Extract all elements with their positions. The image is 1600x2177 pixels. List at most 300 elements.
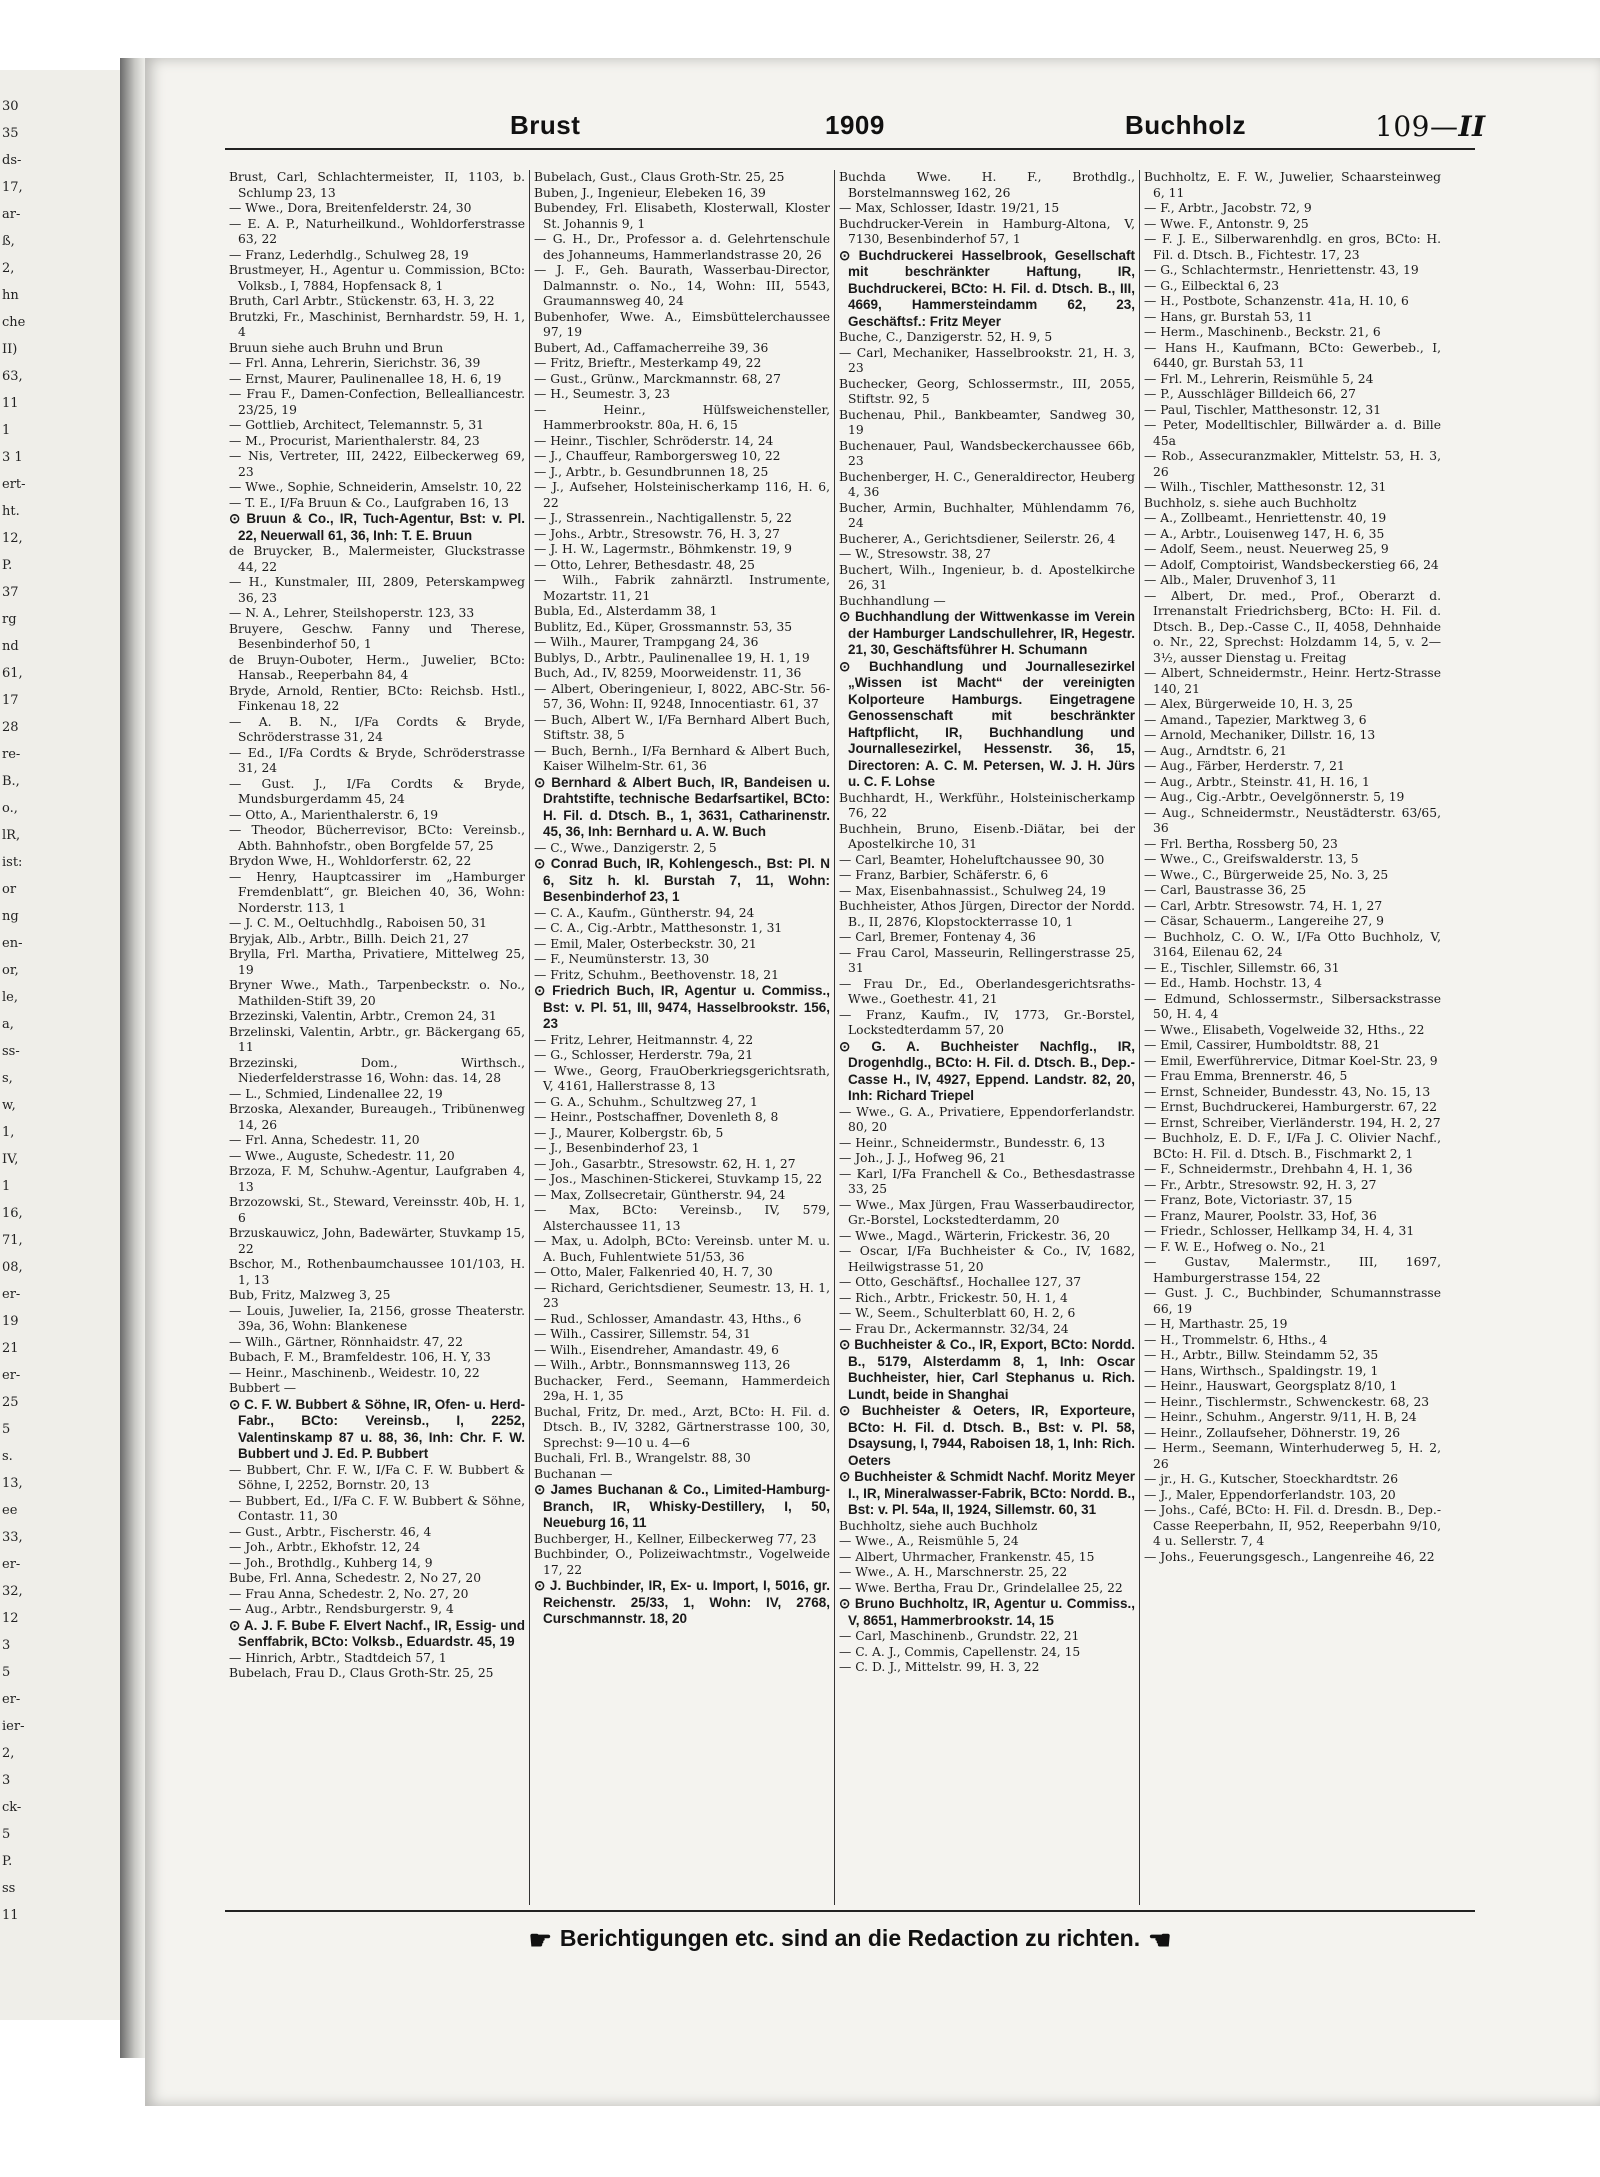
previous-page-fragment: 17: [2, 693, 19, 708]
directory-entry: — C. A., Kaufm., Güntherstr. 94, 24: [534, 905, 755, 920]
directory-entry: — Otto, Maler, Falkenried 40, H. 7, 30: [534, 1265, 773, 1279]
directory-entry: — Joh., Arbtr., Ekhofstr. 12, 24: [229, 1540, 421, 1554]
directory-entry: Buchberger, H., Kellner, Eilbeckerweg 77, 23: [534, 1531, 817, 1546]
directory-entry: — F., Schneidermstr., Drehbahn 4, H. 1, 36: [1144, 1162, 1413, 1176]
directory-entry: — J., Besenbinderhof 23, 1: [534, 1141, 700, 1155]
directory-entry: — Ernst, Schneider, Bundesstr. 43, No. 15, 13: [1144, 1084, 1431, 1099]
directory-entry: Bubla, Ed., Alsterdamm 38, 1: [534, 604, 718, 618]
directory-entry: Brzezinski, Dom., Wirthsch., Niederfelderstrasse 16, Wohn: das. 14, 28: [229, 1055, 525, 1085]
previous-page-fragment: ert-: [2, 477, 26, 492]
book-gutter: [120, 58, 145, 2058]
directory-entry: — Bubbert, Ed., I/Fa C. F. W. Bubbert & Söhne, Contastr. 11, 30: [229, 1493, 525, 1523]
directory-entry: — Rob., Assecuranzmakler, Mittelstr. 53, H. 3, 26: [1144, 449, 1441, 479]
previous-page-fragment: 3: [2, 1638, 11, 1653]
previous-page-fragment: ds-: [2, 153, 22, 168]
directory-entry: — J., Strassenrein., Nachtigallenstr. 5, 22: [534, 511, 792, 525]
directory-entry: — Adolf, Seem., neust. Neuerweg 25, 9: [1144, 542, 1389, 556]
directory-entry: — Oscar, I/Fa Buchheister & Co., IV, 1682, Heilwigstrasse 51, 20: [839, 1244, 1135, 1274]
directory-entry: — H., Kunstmaler, III, 2809, Peterskampweg 36, 23: [229, 575, 525, 605]
directory-entry: — J., Aufseher, Holsteinischerkamp 116, H. 6, 22: [534, 480, 830, 510]
directory-entry: — Gust., Grünw., Marckmannstr. 68, 27: [534, 371, 781, 386]
directory-entry: Buchal, Fritz, Dr. med., Arzt, BCto: H. Fil. d. Dtsch. B., IV, 3282, Gärtnerstrasse 100, 30, Sprechst: 9—10 u. 4—6: [534, 1404, 830, 1450]
directory-entry: — Richard, Gerichtsdiener, Seumestr. 13, H. 1, 23: [534, 1280, 830, 1310]
directory-entry: Brust, Carl, Schlachtermeister, II, 1103, b. Schlump 23, 13: [229, 170, 525, 200]
firm-entry: ⊙ Bruun & Co., IR, Tuch-Agentur, Bst: v. Pl. 22, Neuerwall 61, 36, Inh: T. E. Bruun: [229, 511, 525, 543]
directory-entry: — J., Arbtr., b. Gesundbrunnen 18, 25: [534, 464, 769, 479]
previous-page-edge: [0, 70, 123, 2020]
directory-entry: Bryjak, Alb., Arbtr., Billh. Deich 21, 27: [229, 931, 469, 946]
directory-entry: — Wilh., Fabrik zahnärztl. Instrumente, Mozartstr. 11, 21: [534, 573, 830, 603]
directory-entry: — A. B. N., I/Fa Cordts & Bryde, Schröderstrasse 31, 24: [229, 714, 525, 744]
directory-entry: — Frl. Anna, Schedestr. 11, 20: [229, 1133, 420, 1147]
firm-entry: ⊙ Buchheister & Schmidt Nachf. Moritz Meyer I., IR, Mineralwasser-Fabrik, BCto: Nordd. B., Bst: v. Pl. 54a, II, 1924, Sillemstr. 60, 31: [839, 1469, 1135, 1517]
previous-page-fragment: ng: [2, 909, 19, 924]
directory-entry: — Wwe., A., Reismühle 5, 24: [839, 1534, 1019, 1548]
directory-entry: — Jos., Maschinen-Stickerei, Stuvkamp 15, 22: [534, 1172, 823, 1186]
directory-entry: — Carl, Mechaniker, Hasselbrookstr. 21, H. 3, 23: [839, 345, 1135, 375]
directory-entry: — Heinr., Tischlermstr., Schwenckestr. 68, 23: [1144, 1394, 1430, 1409]
directory-entry: — Emil, Cassirer, Humboldtstr. 88, 21: [1144, 1038, 1381, 1052]
previous-page-fragment: 08,: [2, 1260, 23, 1275]
directory-entry: — Gottlieb, Architect, Telemannstr. 5, 31: [229, 418, 484, 432]
directory-entry: — Wwe., C., Greifswalderstr. 13, 5: [1144, 852, 1359, 866]
previous-page-fragment: 35: [2, 126, 19, 141]
directory-entry: — Max, Eisenbahnassist., Schulweg 24, 19: [839, 883, 1106, 898]
directory-entry: — Wwe., Max Jürgen, Frau Wasserbaudirector, Gr.-Borstel, Lockstedterdamm, 20: [839, 1197, 1135, 1227]
directory-entry: — Peter, Modelltischler, Billwärder a. d. Bille 45a: [1144, 418, 1441, 448]
previous-page-fragment: 61,: [2, 666, 23, 681]
directory-entry: Bubelach, Frau D., Claus Groth-Str. 25, 25: [229, 1666, 494, 1680]
firm-entry: ⊙ Bruno Buchholtz, IR, Agentur u. Commiss., V, 8651, Hammerbrookstr. 14, 15: [839, 1596, 1135, 1628]
directory-entry: — Arnold, Mechaniker, Dillstr. 16, 13: [1144, 728, 1376, 742]
directory-entry: — Max, Schlosser, Idastr. 19/21, 15: [839, 201, 1060, 215]
previous-page-fragment: 3 1: [2, 450, 23, 465]
directory-entry: Brustmeyer, H., Agentur u. Commission, BCto: Volksb., I, 7884, Hopfensack 8, 1: [229, 263, 525, 293]
directory-columns: [225, 170, 1475, 1905]
directory-entry: — Nis, Vertreter, III, 2422, Eilbeckerweg 69, 23: [229, 449, 525, 479]
directory-entry: — Franz, Lederhdlg., Schulweg 28, 19: [229, 247, 469, 262]
header-year: 1909: [825, 110, 885, 140]
directory-entry: — Karl, I/Fa Franchell & Co., Bethesdastrasse 33, 25: [839, 1166, 1135, 1196]
directory-entry: — Herm., Seemann, Winterhuderweg 5, H. 2, 26: [1144, 1441, 1441, 1471]
previous-page-fragment: 19: [2, 1314, 19, 1329]
directory-entry: — T. E., I/Fa Bruun & Co., Laufgraben 16, 13: [229, 495, 509, 510]
directory-entry: Bubendey, Frl. Elisabeth, Klosterwall, Kloster St. Johannis 9, 1: [534, 201, 830, 231]
previous-page-fragment: P.: [2, 558, 13, 573]
directory-entry: Buchanan —: [534, 1466, 613, 1481]
directory-entry: — Gust., Arbtr., Fischerstr. 46, 4: [229, 1524, 432, 1539]
directory-entry: — jr., H. G., Kutscher, Stoeckhardtstr. 26: [1144, 1472, 1399, 1486]
directory-entry: — Wilh., Maurer, Trampgang 24, 36: [534, 635, 759, 649]
directory-entry: — Buchholz, E. D. F., I/Fa J. C. Olivier Nachf., BCto: H. Fil. d. Dtsch. B., Fischmarkt 2, 1: [1144, 1131, 1441, 1161]
directory-entry: — Wilh., Tischler, Matthesonstr. 12, 31: [1144, 480, 1387, 494]
directory-entry: — Theodor, Bücherrevisor, BCto: Vereinsb., Abth. Bahnhofstr., oben Borgfelde 57, 25: [229, 823, 525, 853]
directory-entry: — Wwe., Dora, Breitenfelderstr. 24, 30: [229, 201, 472, 215]
previous-page-fragment: 25: [2, 1395, 19, 1410]
directory-entry: — Wwe. F., Antonstr. 9, 25: [1144, 216, 1309, 231]
directory-entry: — Buchholz, C. O. W., I/Fa Otto Buchholz, V, 3164, Eilenau 62, 24: [1144, 929, 1441, 959]
previous-page-fragment: s.: [2, 1449, 13, 1464]
previous-page-fragment: er-: [2, 1368, 21, 1383]
directory-entry: — G. H., Dr., Professor a. d. Gelehrtenschule des Johanneums, Hammerlandstrasse 20, 26: [534, 232, 830, 262]
previous-page-fragment: ss-: [2, 1044, 20, 1059]
previous-page-fragment: or,: [2, 963, 19, 978]
directory-entry: — F. J. E., Silberwarenhdlg. en gros, BCto: H. Fil. d. Dtsch. B., Fichtestr. 17, 23: [1144, 232, 1441, 262]
directory-entry: — Franz, Barbier, Schäferstr. 6, 6: [839, 868, 1049, 882]
directory-entry: — Albert, Oberingenieur, I, 8022, ABC-Str. 56-57, 36, Wohn: II, 9248, Innocentiastr. 61, 37: [534, 681, 830, 711]
directory-entry: — Edmund, Schlossermstr., Silbersackstrasse 50, H. 4, 4: [1144, 991, 1441, 1021]
previous-page-fragment: 30: [2, 99, 19, 114]
directory-entry: Buchali, Frl. B., Wrangelstr. 88, 30: [534, 1451, 751, 1465]
previous-page-fragment: er-: [2, 1557, 21, 1572]
directory-entry: — Ed., Hamb. Hochstr. 13, 4: [1144, 976, 1323, 990]
directory-entry: — F., Arbtr., Jacobstr. 72, 9: [1144, 201, 1312, 215]
directory-entry: — H., Seumestr. 3, 23: [534, 387, 671, 401]
previous-page-fragment: ist:: [2, 855, 23, 870]
firm-entry: ⊙ Buchheister & Co., IR, Export, BCto: Nordd. B., 5179, Alsterdamm 8, 1, Inh: Oscar Buchheister, hier, Carl Stephanus u. Rich. Lundt, beide in Shanghai: [839, 1337, 1135, 1402]
directory-entry: de Bruycker, B., Malermeister, Gluckstrasse 44, 22: [229, 544, 525, 574]
directory-entry: — Albert, Uhrmacher, Frankenstr. 45, 15: [839, 1549, 1095, 1564]
directory-entry: — L., Schmied, Lindenallee 22, 19: [229, 1086, 443, 1101]
directory-entry: — Gustav, Malermstr., III, 1697, Hamburgerstrasse 154, 22: [1144, 1255, 1441, 1285]
directory-entry: Buchbinder, O., Polizeiwachtmstr., Vogelweide 17, 22: [534, 1547, 830, 1577]
previous-page-fragment: II): [2, 342, 18, 357]
directory-entry: — Heinr., Schneidermstr., Bundesstr. 6, 13: [839, 1135, 1106, 1150]
directory-entry: — Heinr., Hauswart, Georgsplatz 8/10, 1: [1144, 1379, 1398, 1393]
directory-entry: — Carl, Baustrasse 36, 25: [1144, 883, 1307, 897]
directory-entry: — Hinrich, Arbtr., Stadtdeich 57, 1: [229, 1650, 447, 1665]
previous-page-fragment: 1: [2, 423, 11, 438]
directory-entry: — Carl, Arbtr. Stresowstr. 74, H. 1, 27: [1144, 898, 1383, 913]
directory-entry: Brzoza, F. M, Schuhw.-Agentur, Laufgraben 4, 13: [229, 1164, 525, 1194]
directory-entry: — F., Neumünsterstr. 13, 30: [534, 952, 710, 966]
directory-entry: — Frl. M., Lehrerin, Reismühle 5, 24: [1144, 371, 1374, 386]
pointing-hand-right-icon: ☚: [1148, 1925, 1172, 1955]
directory-entry: Bublitz, Ed., Küper, Grossmannstr. 53, 35: [534, 619, 793, 634]
directory-entry: — G., Schlosser, Herderstr. 79a, 21: [534, 1048, 754, 1062]
directory-entry: Bruun siehe auch Bruhn und Brun: [229, 340, 444, 355]
directory-entry: — Henry, Hauptcassirer im „Hamburger Fremdenblatt“, gr. Bleichen 40, 36, Wohn: Norderstr. 113, 1: [229, 869, 525, 915]
directory-entry: — Otto, A., Marienthalerstr. 6, 19: [229, 807, 439, 822]
directory-entry: — E., Tischler, Sillemstr. 66, 31: [1144, 960, 1340, 975]
directory-entry: Buchhardt, H., Werkführ., Holsteinischerkamp 76, 22: [839, 790, 1135, 820]
previous-page-fragment: ss: [2, 1881, 16, 1896]
directory-entry: — Fritz, Brieftr., Mesterkamp 49, 22: [534, 356, 762, 370]
previous-page-fragment: er-: [2, 1287, 21, 1302]
previous-page-fragment: lR,: [2, 828, 21, 843]
directory-entry: — Hans H., Kaufmann, BCto: Gewerbeb., I, 6440, gr. Burstah 53, 11: [1144, 340, 1441, 370]
previous-page-fragment: ck-: [2, 1800, 22, 1815]
previous-page-fragment: IV,: [2, 1152, 19, 1167]
firm-entry: ⊙ Friedrich Buch, IR, Agentur u. Commiss., Bst: v. Pl. 51, III, 9474, Hasselbrookstr. 156, 23: [534, 983, 830, 1031]
directory-entry: Bucherer, A., Gerichtsdiener, Seilerstr. 26, 4: [839, 531, 1116, 546]
directory-entry: — Johs., Café, BCto: H. Fil. d. Dresdn. B., Dep.-Casse Reeperbahn, II, 952, Reeperbahn 9/10, 4 u. Sellerstr. 7, 4: [1144, 1503, 1441, 1548]
directory-entry: — Ed., I/Fa Cordts & Bryde, Schröderstrasse 31, 24: [229, 745, 525, 775]
page-footer: [225, 1925, 1475, 1961]
directory-entry: — C., Wwe., Danzigerstr. 2, 5: [534, 840, 717, 855]
directory-entry: Buchecker, Georg, Schlossermstr., III, 2055, Stiftstr. 92, 5: [839, 376, 1135, 406]
previous-page-fragment: 2,: [2, 1746, 15, 1761]
directory-entry: — Ernst, Schreiber, Vierländerstr. 194, H. 2, 27: [1144, 1115, 1441, 1130]
directory-entry: — Wilh., Eisendreher, Amandastr. 49, 6: [534, 1342, 780, 1357]
directory-entry: — F. W. E., Hofweg o. No., 21: [1144, 1239, 1327, 1254]
directory-entry: — Otto, Geschäftsf., Hochallee 127, 37: [839, 1275, 1082, 1289]
directory-entry: — Aug., Färber, Herderstr. 7, 21: [1144, 759, 1345, 773]
directory-entry: — J., Chauffeur, Ramborgersweg 10, 22: [534, 449, 781, 463]
directory-entry: — Gust. J., I/Fa Cordts & Bryde, Mundsburgerdamm 45, 24: [229, 776, 525, 806]
directory-entry: — Aug., Cig.-Arbtr., Oevelgönnerstr. 5, 19: [1144, 790, 1405, 804]
directory-entry: Bruth, Carl Arbtr., Stückenstr. 63, H. 3, 22: [229, 294, 495, 308]
previous-page-fragment: le,: [2, 990, 18, 1005]
previous-page-fragment: 5: [2, 1422, 11, 1437]
directory-entry: — Ernst, Maurer, Paulinenallee 18, H. 6, 19: [229, 371, 502, 386]
directory-entry: Buch, Ad., IV, 8259, Moorweidenstr. 11, 36: [534, 666, 802, 680]
previous-page-fragment: ht.: [2, 504, 20, 519]
directory-entry: — Heinr., Postschaffner, Dovenleth 8, 8: [534, 1110, 779, 1124]
previous-page-fragment: 33,: [2, 1530, 23, 1545]
previous-page-fragment: ier-: [2, 1719, 25, 1734]
directory-entry: — Frau Dr., Ed., Oberlandesgerichtsraths-Wwe., Goethestr. 41, 21: [839, 976, 1135, 1006]
directory-entry: — Heinr., Tischler, Schröderstr. 14, 24: [534, 433, 774, 448]
previous-page-fragment: re-: [2, 747, 21, 762]
directory-entry: Buchholz, s. siehe auch Buchholtz: [1144, 495, 1357, 510]
directory-entry: Buchdrucker-Verein in Hamburg-Altona, V, 7130, Besenbinderhof 57, 1: [839, 216, 1135, 246]
firm-entry: ⊙ Conrad Buch, IR, Kohlengesch., Bst: Pl. N 6, Sitz h. kl. Burstah 7, 11, Wohn: Besenbinderhof 23, 1: [534, 856, 830, 904]
directory-entry: Bucher, Armin, Buchhalter, Mühlendamm 76, 24: [839, 500, 1135, 530]
previous-page-fragment: 1,: [2, 1125, 15, 1140]
directory-entry: Brutzki, Fr., Maschinist, Bernhardstr. 59, H. 1, 4: [229, 309, 525, 339]
directory-entry: — Herm., Maschinenb., Beckstr. 21, 6: [1144, 325, 1381, 339]
directory-entry: — Wilh., Cassirer, Sillemstr. 54, 31: [534, 1327, 751, 1341]
directory-entry: — Frau F., Damen-Confection, Bellealliancestr. 23/25, 19: [229, 387, 525, 417]
directory-entry: — Fritz, Schuhm., Beethovenstr. 18, 21: [534, 967, 779, 982]
directory-entry: de Bruyn-Ouboter, Herm., Juwelier, BCto: Hansab., Reeperbahn 84, 4: [229, 652, 525, 682]
directory-entry: — P., Ausschläger Billdeich 66, 27: [1144, 387, 1356, 401]
directory-entry: — Heinr., Hülfsweichensteller, Hammerbrookstr. 80a, H. 6, 15: [534, 402, 830, 432]
directory-entry: — Frau Emma, Brennerstr. 46, 5: [1144, 1069, 1348, 1083]
directory-entry: — W., Seem., Schulterblatt 60, H. 2, 6: [839, 1306, 1076, 1320]
directory-entry: Buchhein, Bruno, Eisenb.-Diätar, bei der Apostelkirche 10, 31: [839, 821, 1135, 851]
directory-entry: — Cäsar, Schauerm., Langereihe 27, 9: [1144, 914, 1385, 928]
directory-entry: — Carl, Bremer, Fontenay 4, 36: [839, 930, 1036, 944]
previous-page-fragment: 5: [2, 1827, 11, 1842]
previous-page-fragment: P.: [2, 1854, 13, 1869]
directory-entry: — Wwe., Elisabeth, Vogelweide 32, Hths., 22: [1144, 1022, 1425, 1037]
directory-entry: — J. F., Geh. Baurath, Wasserbau-Director, Dalmannstr. o. No., 14, Wohn: III, 5543, Graumannsweg 40, 24: [534, 263, 830, 308]
directory-entry: — Aug., Schneidermstr., Neustädterstr. 63/65, 36: [1144, 805, 1441, 835]
directory-entry: — Max, u. Adolph, BCto: Vereinsb. unter M. u. A. Buch, Fuhlentwiete 51/53, 36: [534, 1234, 830, 1264]
directory-entry: — Alb., Maler, Druvenhof 3, 11: [1144, 573, 1337, 587]
directory-entry: — Wwe. Bertha, Frau Dr., Grindelallee 25, 22: [839, 1580, 1123, 1595]
previous-page-fragment: ar-: [2, 207, 21, 222]
directory-entry: Buchacker, Ferd., Seemann, Hammerdeich 29a, H. 1, 35: [534, 1373, 830, 1403]
directory-entry: — C. D. J., Mittelstr. 99, H. 3, 22: [839, 1660, 1040, 1674]
directory-entry: Bubbert —: [229, 1381, 297, 1395]
directory-entry: Bub, Fritz, Malzweg 3, 25: [229, 1288, 391, 1302]
previous-page-fragment: or: [2, 882, 17, 897]
directory-entry: — J., Maurer, Kolbergstr. 6b, 5: [534, 1125, 724, 1140]
previous-page-fragment: hn: [2, 288, 19, 303]
directory-entry: Bubenhofer, Wwe. A., Eimsbüttelerchaussee 97, 19: [534, 309, 830, 339]
directory-entry: — G. A., Schuhm., Schultzweg 27, 1: [534, 1094, 758, 1109]
directory-entry: — Wwe., Magd., Wärterin, Frickestr. 36, 20: [839, 1228, 1110, 1243]
page-header: [225, 110, 1525, 150]
directory-entry: — H., Postbote, Schanzenstr. 41a, H. 10, 6: [1144, 294, 1409, 308]
directory-entry: — Fr., Arbtr., Stresowstr. 92, H. 3, 27: [1144, 1177, 1377, 1192]
directory-entry: — Buch, Bernh., I/Fa Bernhard & Albert Buch, Kaiser Wilhelm-Str. 61, 36: [534, 743, 830, 773]
directory-entry: — Heinr., Schuhm., Angerstr. 9/11, H. B, 24: [1144, 1410, 1417, 1424]
directory-entry: — Aug., Arbtr., Rendsburgerstr. 9, 4: [229, 1602, 454, 1616]
directory-entry: — Carl, Beamter, Hoheluftchaussee 90, 30: [839, 852, 1105, 867]
directory-entry: — C. A., Cig.-Arbtr., Matthesonstr. 1, 31: [534, 921, 783, 935]
directory-entry: — Wwe., G. A., Privatiere, Eppendorferlandstr. 80, 20: [839, 1104, 1135, 1134]
directory-entry: Buben, J., Ingenieur, Elebeken 16, 39: [534, 185, 766, 200]
directory-entry: — Buch, Albert W., I/Fa Bernhard Albert Buch, Stiftstr. 38, 5: [534, 712, 830, 742]
directory-entry: — Paul, Tischler, Matthesonstr. 12, 31: [1144, 402, 1382, 417]
directory-entry: — Heinr., Maschinenb., Weidestr. 10, 22: [229, 1365, 480, 1380]
previous-page-fragment: 1: [2, 1179, 11, 1194]
previous-page-fragment: 28: [2, 720, 19, 735]
directory-entry: — Johs., Arbtr., Stresowstr. 76, H. 3, 27: [534, 526, 780, 541]
directory-entry: — Emil, Maler, Osterbeckstr. 30, 21: [534, 936, 757, 951]
directory-entry: — Max, Zollsecretair, Güntherstr. 94, 24: [534, 1187, 786, 1202]
directory-entry: — W., Stresowstr. 38, 27: [839, 547, 991, 561]
directory-entry: — Wilh., Arbtr., Bonnsmannsweg 113, 26: [534, 1358, 791, 1372]
directory-entry: — E. A. P., Naturheilkund., Wohldorferstrasse 63, 22: [229, 216, 525, 246]
directory-entry: — Albert, Dr. med., Prof., Oberarzt d. Irrenanstalt Friedrichsberg, BCto: H. Fil. d. Dtsch. B., Dep.-Casse C., II, 4058, Dehnhaide o. Nr., 22, Sprechst: Holzdamm 14, 5, v. 2—3½, ausser Dienstag u. Freitag: [1144, 588, 1441, 665]
directory-entry: — Frl. Anna, Lehrerin, Sierichstr. 36, 39: [229, 356, 481, 370]
directory-entry: Brzoska, Alexander, Bureaugeh., Tribünenweg 14, 26: [229, 1102, 525, 1132]
directory-entry: — Joh., Brothdlg., Kuhberg 14, 9: [229, 1555, 433, 1570]
directory-entry: — Alex, Bürgerweide 10, H. 3, 25: [1144, 697, 1353, 711]
directory-entry: Buchda Wwe. H. F., Brothdlg., Borstelmannsweg 162, 26: [839, 170, 1135, 200]
directory-entry: — Franz, Kaufm., IV, 1773, Gr.-Borstel, Lockstedterdamm 57, 20: [839, 1007, 1135, 1037]
directory-entry: — Joh., J. J., Hofweg 96, 21: [839, 1151, 1007, 1165]
directory-entry: — Franz, Bote, Victoriastr. 37, 15: [1144, 1193, 1353, 1207]
directory-entry: — Louis, Juwelier, Ia, 2156, grosse Theaterstr. 39a, 36, Wohn: Blankenese: [229, 1303, 525, 1333]
directory-entry: — Aug., Arbtr., Steinstr. 41, H. 16, 1: [1144, 774, 1370, 789]
previous-page-fragment: 11: [2, 1908, 19, 1923]
directory-entry: — Carl, Maschinenb., Grundstr. 22, 21: [839, 1629, 1080, 1643]
column-3: [835, 170, 1140, 1905]
directory-entry: — Frl. Bertha, Rossberg 50, 23: [1144, 836, 1338, 851]
previous-page-fragment: 3: [2, 1773, 11, 1788]
previous-page-fragment: 16,: [2, 1206, 23, 1221]
directory-entry: Buchenauer, Paul, Wandsbeckerchaussee 66b, 23: [839, 438, 1135, 468]
firm-entry: ⊙ Buchhandlung der Wittwenkasse im Verein der Hamburger Landschullehrer, IR, Hegestr. 21, 30, Geschäftsführer H. Schumann: [839, 609, 1135, 657]
previous-page-fragment: ee: [2, 1503, 18, 1518]
directory-entry: Buchheister, Athos Jürgen, Director der Nordd. B., II, 2876, Klopstockterrasse 10, 1: [839, 899, 1135, 929]
previous-page-fragment: 12: [2, 1611, 19, 1626]
firm-entry: ⊙ Buchhandlung und Journallesezirkel „Wissen ist Macht“ der vereinigten Kolporteure Hamburgs. Eingetragene Genossenschaft mit beschränkter Haftpflicht, IR, Buchhandlung und Journallesezirkel, Hessenstr. 36, 15, Directoren: A. C. M. Petersen, W. J. H. Jürs u. C. F. Lohse: [839, 658, 1135, 789]
column-1: [225, 170, 530, 1905]
directory-entry: — Fritz, Lehrer, Heitmannstr. 4, 22: [534, 1032, 754, 1047]
pointing-hand-left-icon: ☛: [528, 1925, 552, 1955]
directory-entry: — Hans, Wirthsch., Spaldingstr. 19, 1: [1144, 1363, 1379, 1378]
directory-entry: Buchholtz, E. F. W., Juwelier, Schaarsteinweg 6, 11: [1144, 170, 1441, 200]
footer-notice: Berichtigungen etc. sind an die Redaction zu richten.: [559, 1925, 1141, 1951]
previous-page-fragment: 17,: [2, 180, 23, 195]
previous-page-fragment: s,: [2, 1071, 13, 1086]
previous-page-fragment: ß,: [2, 234, 15, 249]
directory-entry: — Wwe., A. H., Marschnerstr. 25, 22: [839, 1565, 1068, 1579]
firm-entry: ⊙ G. A. Buchheister Nachflg., IR, Drogenhdlg., BCto: H. Fil. d. Dtsch. B., Dep.-Casse H., IV, 4927, Eppend. Landstr. 82, 20, Inh: Richard Triepel: [839, 1038, 1135, 1103]
previous-page-fragment: 13,: [2, 1476, 23, 1491]
directory-entry: — Rud., Schlosser, Amandastr. 43, Hths., 6: [534, 1311, 802, 1326]
directory-entry: — A., Zollbeamt., Henriettenstr. 40, 19: [1144, 511, 1387, 525]
directory-entry: — Gust. J. C., Buchbinder, Schumannstrasse 66, 19: [1144, 1286, 1441, 1316]
directory-entry: — Albert, Schneidermstr., Heinr. Hertz-Strasse 140, 21: [1144, 666, 1441, 696]
directory-entry: — Max, BCto: Vereinsb., IV, 579, Alsterchaussee 11, 13: [534, 1203, 830, 1233]
directory-entry: — C. A. J., Commis, Capellenstr. 24, 15: [839, 1644, 1081, 1659]
header-rule: [225, 148, 1475, 150]
directory-entry: — Heinr., Zollaufseher, Döhnerstr. 19, 26: [1144, 1425, 1401, 1440]
column-2: [530, 170, 835, 1905]
directory-entry: Bryde, Arnold, Rentier, BCto: Reichsb. Hstl., Finkenau 18, 22: [229, 683, 525, 713]
directory-entry: Bube, Frl. Anna, Schedestr. 2, No 27, 20: [229, 1571, 482, 1585]
directory-entry: — Johs., Feuerungsgesch., Langenreihe 46, 22: [1144, 1549, 1435, 1564]
firm-entry: ⊙ C. F. W. Bubbert & Söhne, IR, Ofen- u. Herd-Fabr., BCto: Vereinsb., I, 2252, Valentinskamp 87 u. 88, 36, Inh: Chr. F. W. Bubbert und J. Ed. P. Bubbert: [229, 1396, 525, 1461]
previous-page-fragment: 5: [2, 1665, 11, 1680]
firm-entry: ⊙ James Buchanan & Co., Limited-Hamburg-Branch, IR, Whisky-Destillery, I, 50, Neueburg 16, 11: [534, 1482, 830, 1530]
directory-entry: Brzozowski, St., Steward, Vereinsstr. 40b, H. 1, 6: [229, 1195, 525, 1225]
previous-page-fragment: nd: [2, 639, 19, 654]
previous-page-fragment: 21: [2, 1341, 19, 1356]
directory-entry: Buchholtz, siehe auch Buchholz: [839, 1518, 1038, 1533]
firm-entry: ⊙ A. J. F. Bube F. Elvert Nachf., IR, Essig- und Senffabrik, BCto: Volksb., Eduardstr. 45, 19: [229, 1617, 525, 1649]
directory-entry: Buchhandlung —: [839, 593, 946, 608]
directory-entry: — N. A., Lehrer, Steilshoperstr. 123, 33: [229, 606, 475, 620]
previous-page-fragment: 37: [2, 585, 19, 600]
directory-entry: — Wwe., Auguste, Schedestr. 11, 20: [229, 1148, 455, 1163]
directory-entry: — Rich., Arbtr., Frickestr. 50, H. 1, 4: [839, 1290, 1068, 1305]
directory-entry: — Hans, gr. Burstah 53, 11: [1144, 309, 1313, 324]
firm-entry: ⊙ J. Buchbinder, IR, Ex- u. Import, I, 5016, gr. Reichenstr. 25/33, 1, Wohn: IV, 2768, Curschmannstr. 18, 20: [534, 1578, 830, 1626]
firm-entry: ⊙ Bernhard & Albert Buch, IR, Bandeisen u. Drahtstifte, technische Bedarfsartikel, BCto: H. Fil. d. Dtsch. B., 1, 3631, Catharinenstr. 45, 36, Inh: Bernhard u. A. W. Buch: [534, 774, 830, 839]
directory-entry: — Bubbert, Chr. F. W., I/Fa C. F. W. Bubbert & Söhne, I, 2252, Bornstr. 20, 13: [229, 1462, 525, 1492]
directory-entry: Bubach, F. M., Bramfeldestr. 106, H. Y, 33: [229, 1350, 491, 1364]
page-number: 109—II: [1375, 110, 1486, 143]
directory-entry: — G., Schlachtermstr., Henriettenstr. 43, 19: [1144, 263, 1419, 277]
directory-entry: Bublys, D., Arbtr., Paulinenallee 19, H. 1, 19: [534, 650, 810, 665]
previous-page-fragment: rg: [2, 612, 17, 627]
directory-entry: — Wwe., C., Bürgerweide 25, No. 3, 25: [1144, 867, 1389, 882]
directory-entry: — Franz, Maurer, Poolstr. 33, Hof, 36: [1144, 1208, 1377, 1223]
directory-entry: Brydon Wwe, H., Wohldorferstr. 62, 22: [229, 854, 472, 868]
previous-page-fragment: che: [2, 315, 26, 330]
directory-entry: — H., Trommelstr. 6, Hths., 4: [1144, 1332, 1328, 1347]
previous-page-fragment: o.,: [2, 801, 18, 816]
directory-entry: — G., Eilbecktal 6, 23: [1144, 278, 1280, 293]
directory-entry: — Frau Dr., Ackermannstr. 32/34, 24: [839, 1321, 1069, 1336]
directory-entry: Brzezinski, Valentin, Arbtr., Cremon 24, 31: [229, 1009, 497, 1023]
directory-entry: Bschor, M., Rothenbaumchaussee 101/103, H. 1, 13: [229, 1257, 525, 1287]
directory-entry: — M., Procurist, Marienthalerstr. 84, 23: [229, 433, 480, 448]
firm-entry: ⊙ Buchheister & Oeters, IR, Exporteure, BCto: H. Fil. d. Dtsch. B., Bst: v. Pl. 58, Dsaysung, I, 7944, Raboisen 18, 1, Inh: Rich. Oeters: [839, 1403, 1135, 1468]
column-4: [1140, 170, 1445, 1905]
directory-entry: Bruyere, Geschw. Fanny und Therese, Besenbinderhof 50, 1: [229, 621, 525, 651]
previous-page-fragment: 32,: [2, 1584, 23, 1599]
directory-entry: Buchenberger, H. C., Generaldirector, Heuberg 4, 36: [839, 469, 1135, 499]
directory-entry: Brzuskauwicz, John, Badewärter, Stuvkamp 15, 22: [229, 1226, 525, 1256]
directory-entry: Bryner Wwe., Math., Tarpenbeckstr. o. No., Mathilden-Stift 39, 20: [229, 978, 525, 1008]
directory-entry: Buchenau, Phil., Bankbeamter, Sandweg 30, 19: [839, 407, 1135, 437]
firm-entry: ⊙ Buchdruckerei Hasselbrook, Gesellschaft mit beschränkter Haftung, IR, Buchdruckerei, BCto: H. Fil. d. Dtsch. B., III, 4669, Hammersteindamm 62, 23, Geschäftsf.: Fritz Meyer: [839, 247, 1135, 329]
directory-entry: — J., Maler, Eppendorferlandstr. 103, 20: [1144, 1487, 1396, 1502]
previous-page-fragment: a,: [2, 1017, 14, 1032]
directory-entry: — Frau Anna, Schedestr. 2, No. 27, 20: [229, 1586, 469, 1601]
previous-page-fragment: w,: [2, 1098, 16, 1113]
